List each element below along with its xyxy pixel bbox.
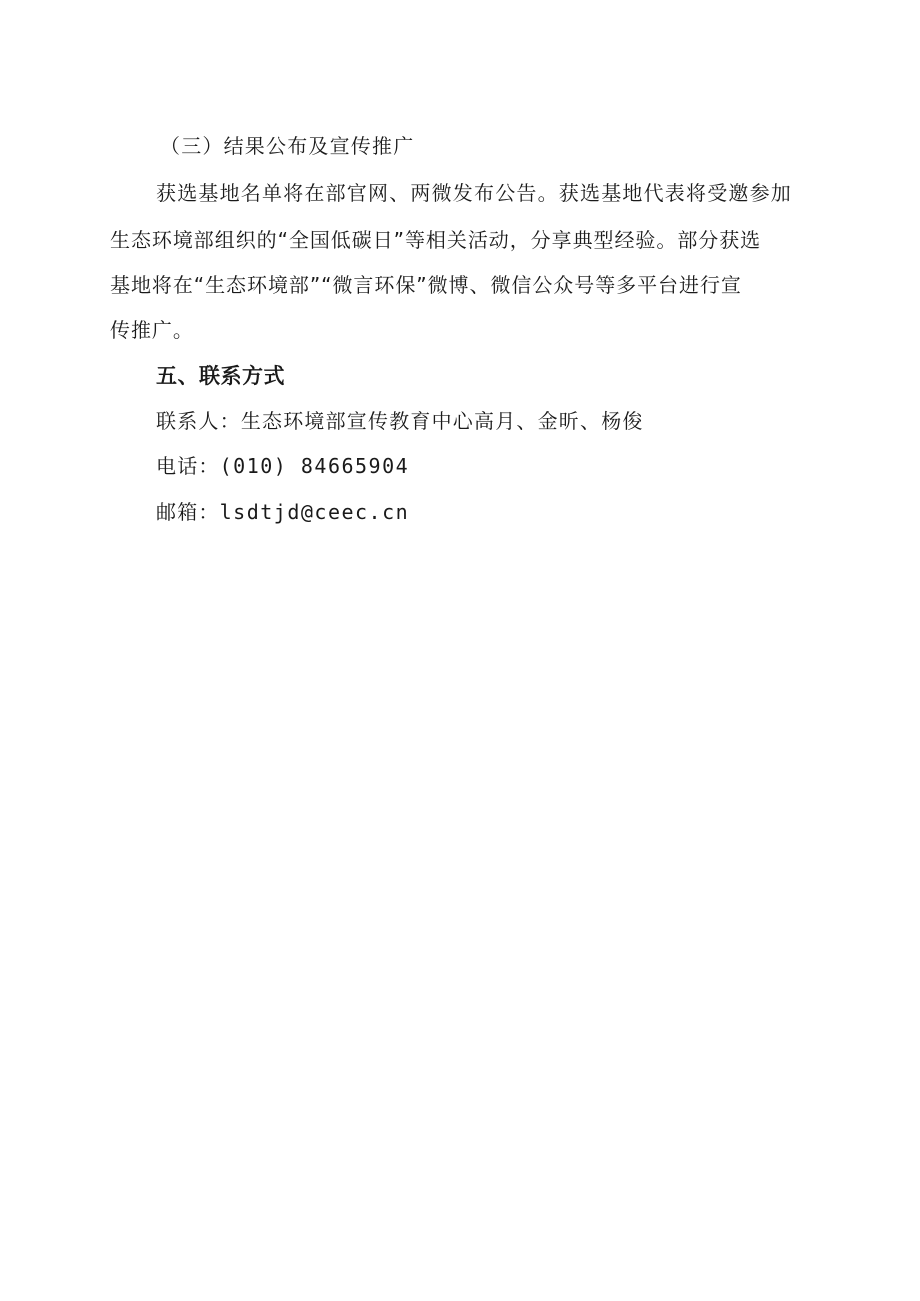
contact-person-value: 生态环境部宣传教育中心高月、金昕、杨俊	[240, 409, 644, 433]
section3-paragraph-line-1: 获选基地名单将在部官网、两微发布公告。获选基地代表将受邀参加	[156, 181, 792, 205]
section3-paragraph-line-3: 基地将在“生态环境部”“微言环保”微博、微信公众号等多平台进行宣	[110, 273, 742, 297]
phone-line	[156, 452, 409, 480]
section3-title: （三）结果公布及宣传推广	[160, 134, 415, 158]
section5-title: 五、联系方式	[156, 364, 285, 388]
contact-person-line	[156, 407, 644, 435]
email-value[interactable]: lsdtjd@ceec.cn	[219, 500, 410, 524]
phone-value: (010) 84665904	[219, 454, 410, 478]
phone-label: 电话：	[156, 454, 220, 478]
email-label: 邮箱：	[156, 500, 220, 524]
contact-person-label: 联系人：	[156, 409, 241, 433]
email-line	[156, 498, 409, 526]
section3-paragraph-line-2: 生态环境部组织的“全国低碳日”等相关活动，分享典型经验。部分获选	[110, 228, 762, 252]
section3-paragraph-line-4: 传推广。	[110, 318, 194, 342]
